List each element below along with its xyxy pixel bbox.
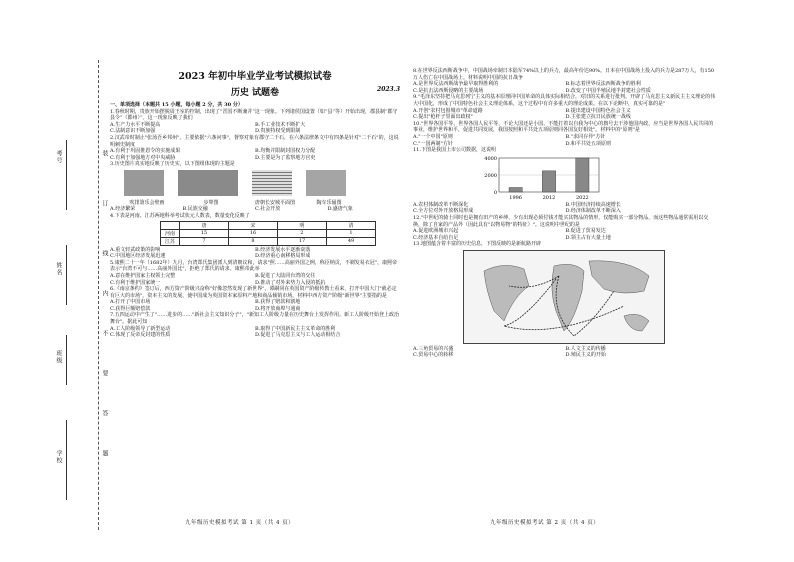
table-header-cell: 明: [278, 221, 327, 229]
table-cell: 7: [180, 237, 229, 245]
page-2-footer: 九年级历史模拟考试 第 2 页（共 4 页）: [490, 520, 600, 526]
asia-landmass: [589, 261, 649, 293]
cut-mark: 要: [101, 370, 108, 377]
image-caption: 吹排箫乐会壁画: [129, 199, 165, 206]
question-8-options: [413, 81, 718, 94]
class-field: [66, 335, 68, 385]
binding-label-school: 学校: [55, 450, 62, 464]
question-5-options: [110, 273, 400, 286]
image-caption: 唐朝长安城平面图: [254, 199, 295, 206]
question-12: 12."中世纪的骑士同时也是拥有田产的乡绅，少有出现必须付钱才能买其物品的情形，仅能购买一部分物品，而这些物品通常需用以交换，除了自家的产品外（因此具有"以物易物"的特征）"。这说明中世纪的是: [413, 214, 709, 228]
voyage-map: [463, 250, 665, 344]
question-6-options: [110, 299, 400, 312]
figurine-image: [306, 170, 346, 196]
question-7: 7.五四运动中产生了"……进步的……"新社会主义知识分子"，"新知工人阶级力量在历史舞台上发挥作用。新工人阶级开始登上政治舞台"。据此可知: [110, 312, 399, 326]
option-b[interactable]: B.取得了中国新民主主义革命的胜利: [255, 325, 336, 332]
option-c[interactable]: C.社会开放: [255, 206, 281, 213]
option-a[interactable]: A.工人阶级领导了新型运动: [110, 325, 171, 332]
y-tick-label: 0: [493, 189, 497, 196]
question-8: 8.在世界反法西斯战争中，中国战场牵制日本陆军74%以上的兵力，最高年份达90%。日本在中国战场上投入的兵力是287万人，有150万人伤亡在中国战场上。材料说明中国的抗日战争: [413, 68, 715, 81]
y-tick-label: 2000: [484, 172, 497, 179]
question-13-options: [413, 346, 718, 359]
cut-mark: 题: [101, 450, 108, 457]
image-caption: 步辇图: [203, 199, 219, 206]
question-4-table: [160, 221, 376, 246]
exam-number-field: [66, 140, 68, 210]
option-a[interactable]: A.经济繁荣: [110, 206, 136, 213]
option-d[interactable]: D.经济重心南移格局形成: [255, 253, 311, 260]
option-a[interactable]: A.生产力水平不断提高: [110, 121, 161, 128]
exam-subtitle: 历史 试题卷: [230, 88, 280, 98]
option-d[interactable]: D.改变了中国半殖民地半封建社会性质: [565, 87, 651, 94]
option-c[interactable]: C.有利于维护国家统一: [110, 279, 161, 286]
option-a[interactable]: A.开创"农村包围城市"革命道路: [413, 107, 483, 114]
option-b[interactable]: B.民族交融: [182, 206, 208, 213]
table-cell: 16: [229, 229, 278, 237]
world-map-graphic: [464, 251, 664, 343]
cut-mark: 答: [101, 410, 108, 417]
question-11-options: [413, 202, 718, 215]
table-cell: 17: [278, 237, 327, 245]
table-cell: 15: [180, 229, 229, 237]
cut-mark: 内: [101, 290, 108, 297]
question-6: 6.《南京条约》签订后，西方资产阶级兴奋称"好像忽然发现了新世界"，谭嗣同在英国资产阶级传教士看来，打开中国大门"就必定有巨大的市场"，资本主义的发展，使中国成为英国资本家原料产地和商品倾销市场。材料中西方资产阶级"新世界"主要指的是: [110, 286, 397, 299]
image-panel: [124, 170, 170, 206]
table-cell: 河南: [161, 229, 180, 237]
option-c[interactable]: C.体现了反帝反封建的性质: [110, 332, 171, 339]
question-7-options: [110, 326, 400, 339]
question-4-options: [110, 247, 400, 260]
table-header-cell: 唐: [180, 221, 229, 229]
option-a[interactable]: A."一个中国"原则: [413, 133, 453, 140]
option-d[interactable]: D.主要是为了监察地方官吏: [255, 154, 316, 161]
option-a[interactable]: A.是世界反法西斯战争最早取得胜利的: [413, 81, 499, 88]
option-a[interactable]: A.重文轻武政策的影响: [110, 246, 161, 253]
table-cell: 江苏: [161, 237, 180, 245]
option-c[interactable]: C.法制意识不断加强: [110, 128, 156, 135]
option-b[interactable]: B.获得了赔款和割地: [255, 299, 301, 306]
option-d[interactable]: D.贵族特权受到限制: [255, 128, 301, 135]
option-c[interactable]: C.有利于加强地方对中央威胁: [110, 154, 176, 161]
table-header-row: [161, 221, 376, 229]
question-9-options: [413, 108, 718, 121]
table-cell: 49: [327, 237, 376, 245]
mural-image: [124, 170, 164, 196]
city-plan-image: [252, 170, 292, 196]
exam-date: 2023.3: [377, 86, 400, 93]
page-2-column: [413, 68, 718, 359]
image-panel: [178, 170, 244, 206]
binding-label-name: 姓名: [55, 262, 62, 276]
option-d[interactable]: D.促进了马克思主义与工人运动相结合: [255, 332, 341, 339]
page-1-column: [110, 68, 400, 339]
y-tick-label: 4000: [484, 155, 497, 162]
question-3-options: [110, 206, 400, 213]
option-b[interactable]: B.标志着世界反法西斯战争的胜利: [565, 81, 641, 88]
table-header-cell: [161, 221, 180, 229]
option-d[interactable]: D.领主占有大量土地: [565, 234, 611, 241]
option-b[interactable]: B.手工业技术不断扩大: [255, 121, 306, 128]
school-field: [66, 420, 68, 500]
cut-mark: 线: [101, 250, 108, 257]
chart-bar-2012: [542, 171, 555, 192]
question-11-chart: [473, 154, 718, 202]
question-3-images: [124, 170, 400, 206]
option-b[interactable]: B.提出建设中国特色社会主义: [565, 107, 631, 114]
question-12-options: [413, 228, 718, 241]
option-a[interactable]: A.促进欧洲城市兴起: [413, 228, 459, 235]
question-10-options: [413, 134, 718, 147]
option-a[interactable]: A.农村体制改革不断深化: [413, 201, 469, 208]
question-1: 1.春秋时期，贵族开始摆脱周王室的控制，出现了“晋国不断兼并”这一现象。下列诸侯国设置（如“县”等）开始出现，郡县制“郡守县令”（郡州）”。这一现象反映了我们: [110, 108, 398, 122]
question-5: 5.康熙二十一年（1682年）九月，台湾郑氏集团派人到清朝议和，请求"照……高丽外国之例，称臣纳贡，不剃发易衣冠"，康熙帝表示"台湾不可与……高丽外国比"，拒绝了郑氏的请求。康熙帝此举: [110, 259, 398, 273]
binding-cut-line: [98, 60, 99, 530]
option-b[interactable]: B.促进了大陆同台湾的交往: [255, 272, 316, 279]
option-a[interactable]: A.有利于巩固推恩令的实施成果: [110, 148, 181, 155]
option-b[interactable]: B.促进了贸易发达: [565, 228, 606, 235]
x-tick-label: 1996: [509, 194, 523, 201]
name-field: [66, 245, 68, 305]
cut-mark: 装: [101, 150, 108, 157]
painting-image: [178, 170, 238, 196]
table-row: [161, 237, 376, 245]
image-panel: [306, 170, 352, 206]
cut-mark: 不: [101, 330, 108, 337]
option-b[interactable]: B.中国经济持续高速增长: [565, 201, 621, 208]
option-c[interactable]: C.是抗击法西斯侵略的主要战场: [413, 87, 484, 94]
option-d[interactable]: D.殖民主义的开始: [565, 352, 606, 359]
australia-landmass: [624, 314, 649, 331]
x-tick-label: 2012: [542, 194, 556, 201]
binding-label-exam-number: 考号: [55, 150, 62, 164]
question-13: 13.地图蕴含着丰富的历史信息，下图反映的是新航路开辟: [413, 241, 541, 248]
option-c[interactable]: C.获得巨额赔偿款: [110, 305, 151, 312]
question-11: 11.下图是我国上市公司数据，这说明: [413, 147, 496, 154]
table-cell: 2: [278, 229, 327, 237]
binding-label-class: 班级: [55, 350, 62, 364]
option-d[interactable]: D.主张建立抗日民族统一战线: [565, 114, 631, 121]
option-d[interactable]: D.经济体制改革不断深入: [565, 208, 621, 215]
image-caption: 陶车乐俑图: [316, 199, 342, 206]
chart-bar-2022: [576, 158, 589, 192]
option-c[interactable]: C.经济基本自给自足: [413, 234, 459, 241]
question-2-options: [110, 148, 400, 161]
option-c[interactable]: C.贸易中心的转移: [413, 352, 454, 359]
option-d[interactable]: D.推动了对外来势力入侵的抵抗: [255, 279, 326, 286]
question-3: 3.历史图片真实地反映了历史实，以下图组体现的主题是: [110, 161, 235, 168]
exam-title: 2023 年初中毕业学业考试模拟试卷: [178, 71, 332, 82]
option-c[interactable]: C."一国两制"方针: [413, 140, 453, 147]
table-cell: 8: [229, 237, 278, 245]
option-b[interactable]: B.经济发展水平逐渐衰落: [255, 246, 311, 253]
question-9: 9."毛泽东坚持把马克思列宁主义的基本原理同中国革命的具体实际相结合，对旧的关系进行批判、开辟了马克思主义新民主主义理论的伟大中国化，形成了中国特色社会主义理论体系，这个过程中有许多重大的理论成果。在以下论断中，真实可靠的是": [413, 94, 716, 107]
option-d[interactable]: D.和平共处五项原则: [565, 140, 611, 147]
question-10: 10."世界各国平等，世界各国人民平等，不论大国还是小国，不能打着以自我为中心的旗号去干涉他国内政，应当是世界各国人民共同的事业，维护世界和平，促进共同发展，我国按照和平共处五项原则同各国友好相处"。材料中的"原则"是: [413, 120, 714, 134]
americas-landmass: [484, 265, 529, 321]
image-panel: [252, 170, 298, 206]
option-b[interactable]: B.人文主义的传播: [565, 345, 606, 352]
option-d[interactable]: D.将开放商埠与通商: [255, 305, 301, 312]
africa-europe-landmass: [552, 264, 584, 331]
chart-bar-1996: [509, 187, 522, 192]
option-a[interactable]: A.打开了中国市场: [110, 299, 151, 306]
section-heading: 一、单项选择（本题共 15 小题，每小题 2 分，共 30 分）: [110, 102, 243, 108]
table-header-cell: 宋: [229, 221, 278, 229]
table-row: [161, 229, 376, 237]
x-tick-label: 2022: [575, 194, 589, 201]
table-cell: 1: [327, 229, 376, 237]
option-d[interactable]: D.盛唐气象: [327, 206, 353, 213]
option-a[interactable]: A.三角贸易的兴盛: [413, 345, 454, 352]
question-1-options: [110, 122, 400, 135]
option-c[interactable]: C.全方位对外开放格局形成: [413, 208, 474, 215]
page-1-footer: 九年级历史模拟考试 第 1 页（共 4 页）: [185, 520, 295, 526]
listed-companies-chart: [473, 154, 623, 202]
cut-mark: 订: [101, 200, 108, 207]
option-c[interactable]: C.提出"枪杆子里面出政权": [413, 114, 473, 121]
option-a[interactable]: A.意在维护国家主权领土完整: [110, 272, 176, 279]
question-4: 4.下表是河南、江苏两地科举考试状元人数表，数量变化反映了: [110, 212, 250, 219]
option-c[interactable]: C.中国地区经济发展迅速: [110, 253, 166, 260]
question-2: 2.汉武帝时制止"张汤吾乡邦州"，主要依据"六条问事"，督察对象有郡守二千石，在六条法律条文中有四条是针对"二千石"的，这说明刺史制度: [110, 134, 399, 148]
option-b[interactable]: B.均衡并限制封国权力分配: [255, 148, 316, 155]
table-header-cell: 清: [327, 221, 376, 229]
option-b[interactable]: B."求同存异"方针: [565, 133, 606, 140]
